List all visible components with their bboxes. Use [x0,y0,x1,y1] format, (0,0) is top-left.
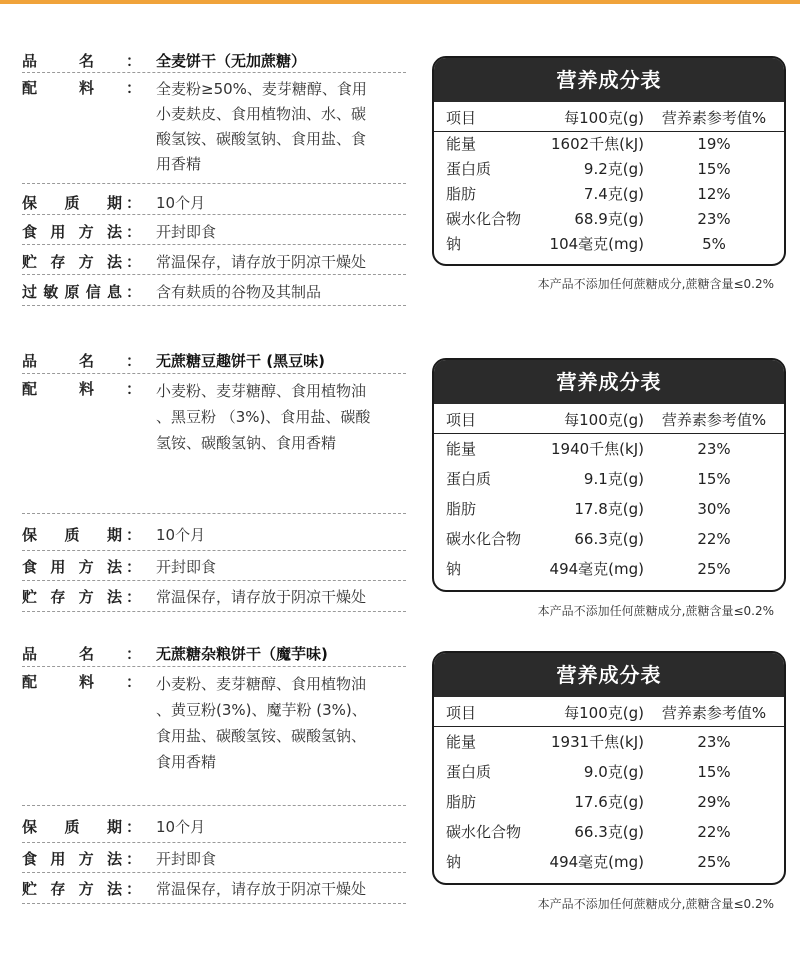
ingredients-row: 配 料 ： 小麦粉、麦芽糖醇、食用植物油 、黄豆粉(3%)、魔芋粉 (3%)、 食用盐、碳酸氢铵、碳酸氢钠、 食用香精 [22,667,406,806]
table-row: 蛋白质 9.1克(g) 15% [446,470,731,488]
nutrition-title: 营养成分表 [434,58,784,102]
name-row: 品 名 ： 无蔗糖杂粮饼干（魔芋味) [22,641,406,667]
table-row: 能量 1931千焦(kJ) 23% [446,733,731,751]
nutrition-table-3 [432,651,786,885]
shelf-row: 保 质 期 ： 10个月 [22,806,406,843]
table-row: 碳水化合物 68.9克(g) 23% [446,210,731,228]
usage-row: 食 用 方 法 ： 开封即食 [22,551,406,581]
table-row: 碳水化合物 66.3克(g) 22% [446,530,731,548]
shelf-row: 保 质 期 ： 10个月 [22,184,406,215]
ingredients-text: 全麦粉≥50%、麦芽糖醇、食用 小麦麸皮、食用植物油、水、碳 酸氢铵、碳酸氢钠、食用盐、食 用香精 [156,80,367,173]
product-1-info [22,46,406,306]
table-row: 蛋白质 9.2克(g) 15% [446,160,731,178]
nutrition-table-1 [432,56,786,266]
table-row: 钠 104毫克(mg) 5% [446,235,726,253]
nutrition-title: 营养成分表 [434,360,784,404]
product-name: 无蔗糖杂粮饼干（魔芋味) [156,645,328,663]
table-row: 能量 1602千焦(kJ) 19% [446,135,731,153]
table-row: 脂肪 7.4克(g) 12% [446,185,731,203]
table-row: 脂肪 17.6克(g) 29% [446,793,731,811]
name-row: 品 名 ： 全麦饼干（无加蔗糖） [22,46,406,73]
table-row: 蛋白质 9.0克(g) 15% [446,763,731,781]
product-3-info [22,641,406,904]
product-name: 无蔗糖豆趣饼干 (黑豆味) [156,352,325,370]
shelf-row: 保 质 期 ： 10个月 [22,514,406,551]
nutrition-title: 营养成分表 [434,653,784,697]
storage-row: 贮 存 方 法 ： 常温保存，请存放于阴凉干燥处 [22,873,406,904]
usage-row: 食 用 方 法 ： 开封即食 [22,843,406,873]
storage-row: 贮 存 方 法 ： 常温保存，请存放于阴凉干燥处 [22,581,406,612]
sugar-note: 本产品不添加任何蔗糖成分,蔗糖含量≤0.2% [537,604,774,618]
ingredients-text: 小麦粉、麦芽糖醇、食用植物油 、黄豆粉(3%)、魔芋粉 (3%)、 食用盐、碳酸氢铵、碳酸氢钠、 食用香精 [156,675,367,771]
nutrition-header-row: 项目 每100克(g) 营养素参考值% [434,408,784,434]
sugar-note: 本产品不添加任何蔗糖成分,蔗糖含量≤0.2% [537,277,774,291]
table-row: 钠 494毫克(mg) 25% [446,560,731,578]
nutrition-header-row: 项目 每100克(g) 营养素参考值% [434,106,784,132]
ingredients-row: 配 料 ： 小麦粉、麦芽糖醇、食用植物油 、黑豆粉 （3%)、食用盐、碳酸 氢铵、碳酸氢钠、食用香精 [22,374,406,514]
ingredients-row: 配 料 ： 全麦粉≥50%、麦芽糖醇、食用 小麦麸皮、食用植物油、水、碳 酸氢铵、碳酸氢钠、食用盐、食 用香精 [22,73,406,184]
product-2-info [22,348,406,612]
nutrition-header-row: 项目 每100克(g) 营养素参考值% [434,701,784,727]
table-row: 脂肪 17.8克(g) 30% [446,500,731,518]
storage-row: 贮 存 方 法 ： 常温保存，请存放于阴凉干燥处 [22,245,406,275]
nutrition-table-2 [432,358,786,592]
sugar-note: 本产品不添加任何蔗糖成分,蔗糖含量≤0.2% [537,897,774,911]
top-accent-bar [0,0,800,4]
allergen-row: 过 敏 原 信 息 ： 含有麸质的谷物及其制品 [22,275,406,306]
usage-row: 食 用 方 法 ： 开封即食 [22,215,406,245]
table-row: 能量 1940千焦(kJ) 23% [446,440,731,458]
table-row: 钠 494毫克(mg) 25% [446,853,731,871]
table-row: 碳水化合物 66.3克(g) 22% [446,823,731,841]
name-row: 品 名 ： 无蔗糖豆趣饼干 (黑豆味) [22,348,406,374]
ingredients-text: 小麦粉、麦芽糖醇、食用植物油 、黑豆粉 （3%)、食用盐、碳酸 氢铵、碳酸氢钠、食用香精 [156,382,371,452]
product-name: 全麦饼干（无加蔗糖） [156,52,307,70]
